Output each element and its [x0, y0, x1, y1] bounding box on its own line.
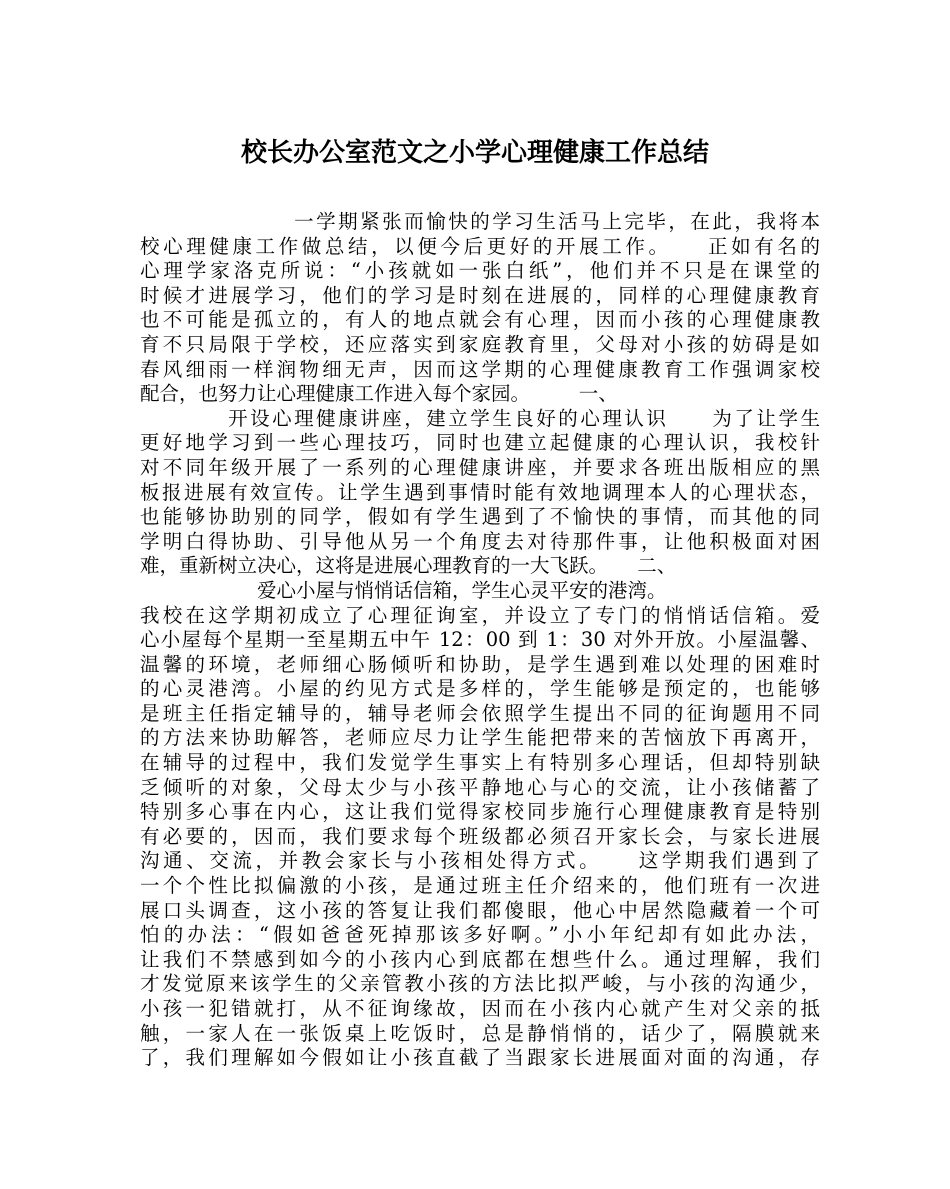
- body-line-15: 难，重新树立决心，这将是进展心理教育的一大飞跃。 二、: [140, 554, 677, 578]
- body-line-13: 也能够协助别的同学，假如有学生遇到了不愉快的事情，而其他的同: [140, 505, 820, 529]
- document-body: [140, 210, 820, 1071]
- body-line-25: 特别多心事在内心，这让我们觉得家校同步施行心理健康教育是特别: [140, 800, 820, 824]
- body-line-30: 怕的办法：“假如爸爸死掉那该多好啊。”小小年纪却有如此办法，: [140, 923, 820, 947]
- body-line-19: 温馨的环境，老师细心肠倾听和协助，是学生遇到难以处理的困难时: [140, 652, 820, 676]
- body-line-26: 有必要的，因而，我们要求每个班级都必须召开家长会，与家长进展: [140, 824, 820, 848]
- body-line-2: 校心理健康工作做总结，以便今后更好的开展工作。 正如有名的: [140, 234, 820, 258]
- body-line-32: 才发觉原来该学生的父亲管教小孩的方法比拟严峻，与小孩的沟通少，: [140, 972, 820, 996]
- body-line-11: 对不同年级开展了一系列的心理健康讲座，并要求各班出版相应的黑: [140, 455, 820, 479]
- body-line-21: 是班主任指定辅导的，辅导老师会依照学生提出不同的征询题用不同: [140, 701, 820, 725]
- body-line-9: 开设心理健康讲座，建立学生良好的心理认识 为了让学生: [140, 406, 820, 430]
- body-line-33: 小孩一犯错就打，从不征询缘故，因而在小孩内心就产生对父亲的抵: [140, 997, 820, 1020]
- body-line-27: 沟通、交流，并教会家长与小孩相处得方式。 这学期我们遇到了: [140, 849, 820, 873]
- body-line-20: 的心灵港湾。小屋的约见方式是多样的，学生能够是预定的，也能够: [140, 677, 820, 701]
- body-line-34: 触，一家人在一张饭桌上吃饭时，总是静悄悄的，话少了，隔膜就来: [140, 1021, 820, 1045]
- body-line-22: 的方法来协助解答，老师应尽力让学生能把带来的苦恼放下再离开，: [140, 726, 820, 750]
- body-line-35: 了，我们理解如今假如让小孩直截了当跟家长进展面对面的沟通，存: [140, 1046, 820, 1070]
- body-line-3: 心理学家洛克所说：“小孩就如一张白纸”，他们并不只是在课堂的: [140, 259, 820, 283]
- body-line-29: 展口头调查，这小孩的答复让我们都傻眼，他心中居然隐藏着一个可: [140, 898, 820, 922]
- body-line-14: 学明白得协助、引导他从另一个角度去对待那件事，让他积极面对困: [140, 529, 820, 553]
- body-line-28: 一个个性比拟偏激的小孩，是通过班主任介绍来的，他们班有一次进: [140, 874, 820, 898]
- body-line-10: 更好地学习到一些心理技巧，同时也建立起健康的心理认识，我校针: [140, 431, 820, 455]
- body-line-18: 心小屋每个星期一至星期五中午 12：00 到 1：30 对外开放。小屋温馨、: [140, 628, 820, 652]
- body-line-12: 板报进展有效宣传。让学生遇到事情时能有效地调理本人的心理状态，: [140, 480, 820, 504]
- body-line-8: 配合，也努力让心理健康工作进入每个家园。 一、: [140, 382, 618, 406]
- body-line-1: 一学期紧张而愉快的学习生活马上完毕，在此，我将本: [140, 210, 820, 233]
- body-line-6: 育不只局限于学校，还应落实到家庭教育里，父母对小孩的妨碍是如: [140, 332, 820, 356]
- document-title: 校长办公室范文之小学心理健康工作总结: [240, 138, 709, 168]
- body-line-4: 时候才进展学习，他们的学习是时刻在进展的，同样的心理健康教育: [140, 283, 820, 307]
- body-line-17: 我校在这学期初成立了心理征询室，并设立了专门的悄悄话信箱。爱: [140, 603, 820, 627]
- body-line-7: 春风细雨一样润物细无声，因而这学期的心理健康教育工作强调家校: [140, 357, 820, 381]
- body-line-23: 在辅导的过程中，我们发觉学生事实上有特别多心理话，但却特别缺: [140, 751, 820, 775]
- body-line-5: 也不可能是孤立的，有人的地点就会有心理，因而小孩的心理健康教: [140, 308, 820, 332]
- body-line-16: 爱心小屋与悄悄话信箱，学生心灵平安的港湾。: [140, 578, 667, 602]
- body-line-31: 让我们不禁感到如今的小孩内心到底都在想些什么。通过理解，我们: [140, 947, 820, 971]
- body-line-24: 乏倾听的对象，父母太少与小孩平静地心与心的交流，让小孩储蓄了: [140, 775, 820, 799]
